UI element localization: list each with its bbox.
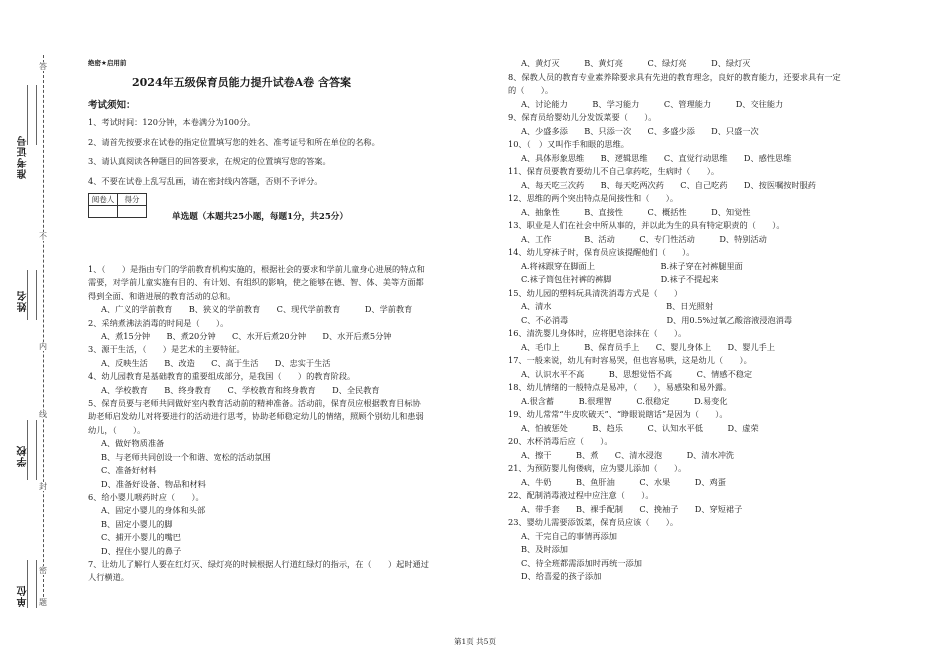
seal-char: 内	[39, 342, 47, 351]
option-line: A、认识水平不高 B、思想觉悟不高 C、情感不稳定	[521, 368, 753, 379]
option-line: D、捏住小婴儿的鼻子	[101, 545, 182, 556]
question-line: 12、思维的两个突出特点是间接性和（ ）。	[508, 193, 679, 203]
seal-char: 题	[39, 598, 47, 607]
seal-char: 线	[39, 410, 47, 419]
notice-item: 3、请认真阅读各种题目的回答要求，在规定的位置填写您的答案。	[88, 156, 331, 166]
option-line: A.将袜跟穿在脚面上 B.袜子穿在衬裤腿里面	[521, 260, 743, 271]
option-line: A、学校教育 B、终身教育 C、学校教育和终身教育 D、全民教育	[101, 384, 380, 395]
question-line: 21、为预防婴儿佝偻病，应为婴儿添加（ ）。	[508, 463, 687, 473]
unit-box[interactable]	[27, 560, 37, 608]
name-box[interactable]	[27, 270, 37, 320]
question-line: 13、职业是人们在社会中所从事的，并以此为生的具有特定职责的（ ）。	[508, 220, 785, 230]
option-line: C、准备好材料	[101, 465, 157, 476]
option-line: A、工作 B、活动 C、专门性活动 D、特别活动	[521, 233, 767, 244]
section-title: 单选题（本题共25小题，每题1分，共25分）	[172, 212, 348, 222]
question-line: 幼儿，（ ）。	[88, 424, 146, 435]
question-line: 9、保育员给婴幼儿分发饭菜要（ ）。	[508, 112, 657, 122]
notice-item: 1、考试时间：120分钟，本卷满分为100分。	[88, 117, 256, 127]
option-line: A、具体形象思维 B、逻辑思维 C、直觉行动思维 D、感性思维	[521, 152, 792, 163]
notice-heading: 考试须知：	[88, 100, 136, 111]
reviewer-header: 阅卷人	[89, 194, 118, 206]
question-line: 17、一般来说，幼儿有时容易哭，但也容易哄，这是幼儿（ ）。	[508, 355, 752, 365]
option-line: A、广义的学前教育 B、狭义的学前教育 C、现代学前教育 D、学前教育	[101, 304, 413, 315]
question-line: 2、采纳煮沸法消毒的时间是（ ）。	[88, 317, 229, 328]
name-label: 姓名	[18, 290, 29, 312]
option-line: A、干完自己的事情再添加	[521, 530, 617, 541]
score-header: 得分	[118, 194, 147, 206]
option-line: B、与老师共同创设一个和谐、宽松的活动氛围	[101, 451, 271, 462]
option-line: D、给喜爱的孩子添加	[521, 571, 602, 581]
option-line: A、黄灯灭 B、黄灯亮 C、绿灯亮 D、绿灯灭	[521, 58, 751, 68]
option-line: C、捕开小婴儿的嘴巴	[101, 532, 181, 543]
seal-char: 封	[39, 482, 47, 491]
seal-line	[43, 55, 44, 607]
unit-label: 单位	[18, 585, 29, 607]
question-line: 20、水杯消毒后应（ ）。	[508, 436, 613, 446]
score-table	[88, 193, 147, 218]
option-line: A、牛奶 B、鱼肝油 C、水果 D、鸡蛋	[521, 476, 726, 487]
option-line: A、带手套 B、裸手配制 C、挽袖子 D、穿短裙子	[521, 503, 743, 514]
option-line: A、固定小婴儿的身体和头部	[101, 505, 206, 516]
question-line: 6、给小婴儿喂药时应（ ）。	[88, 491, 204, 502]
exam-number-box[interactable]	[27, 85, 37, 145]
question-line: 1、（ ）是指由专门的学前教育机构实施的，根据社会的要求和学前儿童身心进展的特点和	[88, 264, 425, 274]
notice-item: 4、不要在试卷上乱写乱画，请在密封线内答题，否则不予评分。	[88, 176, 323, 186]
question-line: 10、（ ）又叫作手和眼的思维。	[508, 139, 629, 149]
score-cell[interactable]	[118, 206, 147, 218]
page-footer: 第1页 共5页	[454, 637, 496, 646]
question-line: 22、配制消毒液过程中应注意（ ）。	[508, 490, 654, 500]
reviewer-cell[interactable]	[89, 206, 118, 218]
option-line: A、清水 B、日光照射	[521, 301, 714, 311]
option-line: A、做好物质准备	[101, 438, 165, 449]
question-line: 得到全面、和谐进展的教育活动的总和。	[88, 290, 236, 301]
exam-number-label: 准考证号	[18, 135, 29, 179]
question-line: 8、保教人员的教育专业素养除要求具有先进的教育理念，良好的教育能力，还要求具有一定	[508, 71, 841, 82]
question-line: 助老师启发幼儿对将要进行的活动进行思考，协助老师稳定幼儿的情绪，照顾个别幼儿和患弱	[88, 411, 424, 422]
option-line: A、反映生活 B、改造 C、高于生活 D、忠实于生活	[101, 357, 331, 368]
question-line: 人行横道。	[88, 572, 129, 583]
question-line: 5、保育员要与老师共同做好室内教育活动前的精神准备。活动前，保育员应根据教育目标协	[88, 398, 421, 409]
seal-char: 密	[39, 566, 47, 575]
option-line: B、及时添加	[521, 544, 568, 554]
question-line: 23、婴幼儿需要添饭菜，保育员应该（ ）。	[508, 517, 679, 527]
secret-mark: 绝密★启用前	[88, 59, 127, 67]
option-line: D、准备好设备、物品和材料	[101, 478, 206, 489]
question-line: 的（ ）。	[508, 85, 554, 95]
question-line: 11、保育员要教育要幼儿不自己拿药吃，生病时（ ）。	[508, 166, 720, 176]
question-line: 7、让幼儿了解行人要在红灯灭、绿灯亮的时候根据人行道红绿灯的指示，在（ ）起时通过	[88, 558, 429, 569]
question-line: 18、幼儿情绪的一般特点是易冲，（ ），易感染和易外露。	[508, 382, 732, 392]
option-line: A、毛巾上 B、保育员手上 C、婴儿身体上 D、婴儿手上	[521, 341, 776, 352]
option-line: C、不必消毒 D、用0.5%过氧乙酸溶液浸泡消毒	[521, 314, 793, 325]
question-line: 19、幼儿常常“牛皮吹破天”、“睁眼说瞎话”是因为（ ）。	[508, 409, 728, 419]
question-line: 3、源于生活，（ ）是艺术的主要特征。	[88, 344, 245, 355]
page-title: 2024年五级保育员能力提升试卷A卷 含答案	[132, 76, 351, 89]
left-question-column	[88, 263, 493, 585]
question-line: 14、幼儿穿袜子时，保育员应该提醒他们（ ）。	[508, 247, 695, 257]
seal-char: 不	[39, 232, 47, 241]
right-question-column	[508, 57, 928, 584]
option-line: A、每天吃三次药 B、每天吃两次药 C、自己吃药 D、按医嘱按时服药	[521, 179, 816, 190]
option-line: B、固定小婴儿的脚	[101, 518, 173, 529]
question-line: 16、清洗婴儿身体时，应将肥皂涂抹在（ ）。	[508, 328, 687, 338]
option-line: A、擦干 B、煮 C、清水浸泡 D、清水冲洗	[521, 449, 735, 460]
question-line: 15、幼儿园的塑料玩具清洗消毒方式是（ ）	[508, 287, 683, 298]
option-line: A、煮15分钟 B、煮20分钟 C、水开后煮20分钟 D、水开后煮5分钟	[101, 331, 392, 342]
question-line: 4、幼儿园教育是基础教育的重要组成部分，是我国（ ）的教育阶段。	[88, 371, 356, 382]
notice-item: 2、请首先按要求在试卷的指定位置填写您的姓名、准考证号和所在单位的名称。	[88, 137, 380, 147]
option-line: C、待全班都需添加时再统一添加	[521, 557, 642, 568]
option-line: C.袜子筒包住衬裤的裤脚 D.袜子不提起来	[521, 274, 719, 284]
option-line: A、怕被惩处 B、趋乐 C、认知水平低 D、虚荣	[521, 422, 759, 433]
option-line: A、少盛多添 B、只添一次 C、多盛少添 D、只盛一次	[521, 125, 759, 136]
school-label: 学校	[18, 445, 29, 467]
seal-char: 答	[39, 62, 47, 71]
option-line: A.很含蓄 B.很理智 C.很稳定 D.易变化	[521, 395, 728, 406]
school-box[interactable]	[27, 420, 37, 480]
option-line: A、抽象性 B、直接性 C、概括性 D、知觉性	[521, 206, 751, 217]
question-line: 需要，对学前儿童实施有目的、有计划、有组织的影响，使之能够在德、智、体、美等方面都	[88, 277, 424, 288]
option-line: A、讨论能力 B、学习能力 C、管理能力 D、交往能力	[521, 98, 784, 109]
